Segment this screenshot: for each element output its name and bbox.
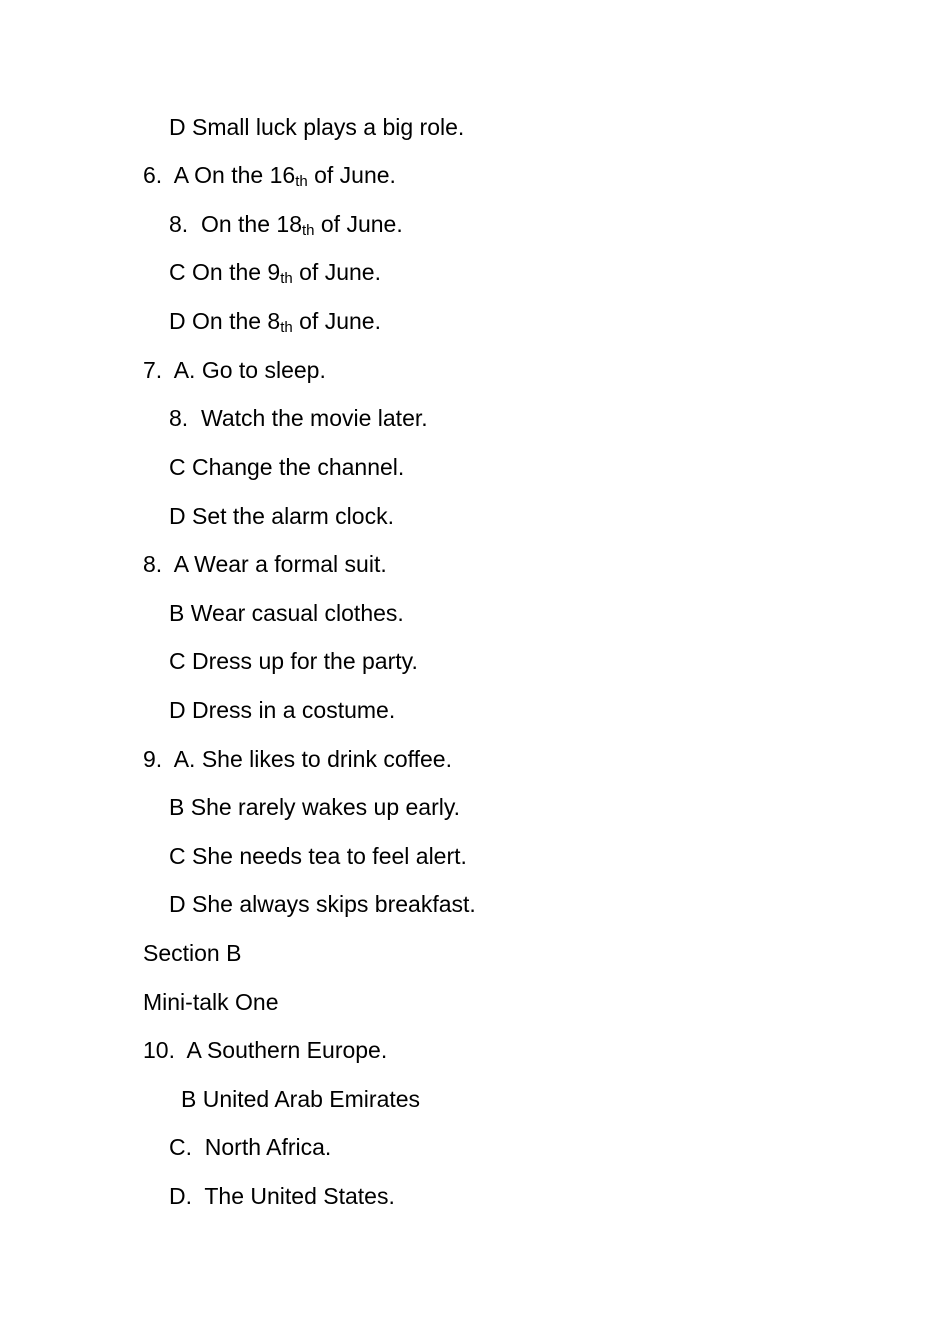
option-text: of June.: [314, 211, 403, 237]
option-8c: C Dress up for the party.: [169, 648, 418, 674]
option-7c: C Change the channel.: [169, 454, 405, 480]
option-10d: D. The United States.: [169, 1183, 395, 1209]
option-text: C On the 9: [169, 259, 281, 285]
option-text: 8. On the 18: [169, 211, 302, 237]
option-text: of June.: [292, 308, 381, 334]
option-text: of June.: [307, 162, 396, 188]
section-heading: Section B: [143, 940, 242, 966]
option-10c: C. North Africa.: [169, 1134, 332, 1160]
option-text: of June.: [292, 259, 381, 285]
question-8-option-a: 8. A Wear a formal suit.: [143, 551, 387, 577]
option-5d: D Small luck plays a big role.: [169, 114, 465, 140]
subsection-heading: Mini-talk One: [143, 989, 279, 1015]
option-7d: D Set the alarm clock.: [169, 503, 394, 529]
question-9-option-a: 9. A. She likes to drink coffee.: [143, 746, 452, 772]
ordinal-suffix: th: [301, 222, 315, 239]
option-6c: [169, 258, 381, 286]
option-8d: D Dress in a costume.: [169, 697, 396, 723]
option-9d: D She always skips breakfast.: [169, 891, 476, 917]
option-10b: B United Arab Emirates: [181, 1086, 421, 1112]
option-8b: B Wear casual clothes.: [169, 600, 404, 626]
option-9c: C She needs tea to feel alert.: [169, 843, 467, 869]
option-9b: B She rarely wakes up early.: [169, 794, 461, 820]
ordinal-suffix: th: [280, 319, 293, 336]
ordinal-suffix: th: [280, 270, 293, 287]
option-6b: [169, 210, 403, 238]
question-7-option-a: 7. A. Go to sleep.: [143, 357, 326, 383]
ordinal-suffix: th: [295, 173, 308, 190]
question-10-option-a: 10. A Southern Europe.: [143, 1037, 388, 1063]
option-6d: [169, 307, 381, 335]
question-6-option-a: [143, 161, 396, 189]
option-7b: 8. Watch the movie later.: [169, 405, 428, 431]
option-text: D On the 8: [169, 308, 281, 334]
option-text: 6. A On the 16: [143, 162, 296, 188]
